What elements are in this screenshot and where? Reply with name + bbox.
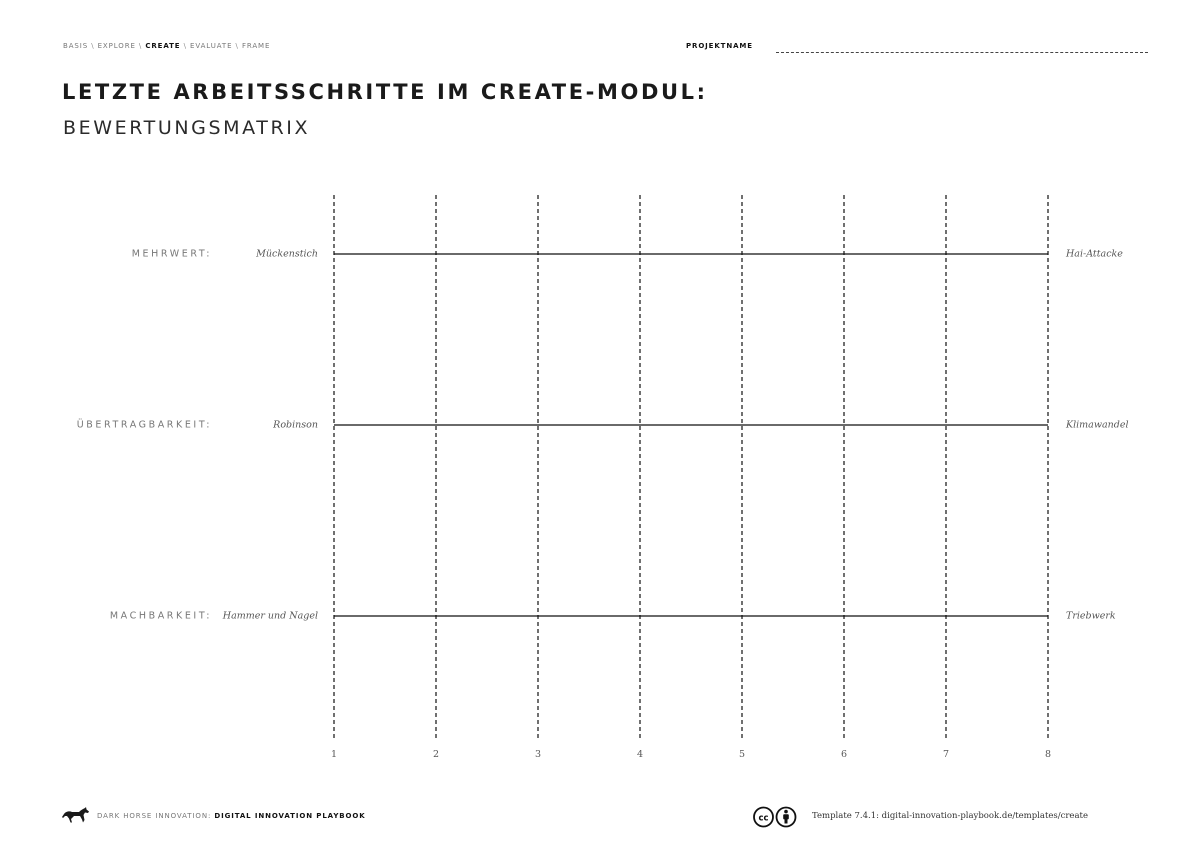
low-anchor-uebertragbarkeit: Robinson (273, 419, 318, 431)
scale-tick-label-2: 2 (432, 749, 440, 760)
breadcrumb-item-frame[interactable]: FRAME (241, 42, 271, 50)
breadcrumb-item-create[interactable]: CREATE (145, 42, 181, 50)
low-anchor-machbarkeit: Hammer und Nagel (222, 610, 318, 622)
criteria-lines (334, 254, 1048, 616)
footer-brand-strong: DIGITAL INNOVATION PLAYBOOK (214, 812, 366, 820)
scale-tick-label-8: 8 (1044, 749, 1052, 760)
scale-tick-label-5: 5 (738, 749, 746, 760)
template-reference: Template 7.4.1: digital-innovation-playbook.de/templates/create (812, 811, 1088, 821)
low-anchor-mehrwert: Mückenstich (256, 248, 318, 260)
breadcrumb-separator: \ (183, 42, 187, 50)
scale-tick-label-6: 6 (840, 749, 848, 760)
high-anchor-machbarkeit: Triebwerk (1066, 610, 1116, 622)
breadcrumb-item-evaluate[interactable]: EVALUATE (190, 42, 233, 50)
project-name-label: PROJEKTNAME (686, 42, 753, 50)
breadcrumb-separator: \ (138, 42, 143, 50)
creative-commons-icon (754, 808, 773, 827)
scale-tick-label-1: 1 (330, 749, 338, 760)
scale-tick-label-4: 4 (636, 749, 644, 760)
criterion-label-uebertragbarkeit: ÜBERTRAGBARKEIT: (76, 419, 212, 431)
page-subtitle: BEWERTUNGSMATRIX (63, 117, 311, 139)
criterion-label-machbarkeit: MACHBARKEIT: (109, 610, 212, 622)
page-title: LETZTE ARBEITSSCHRITTE IM CREATE-MODUL: (62, 80, 708, 104)
svg-text:cc: cc (758, 813, 769, 824)
breadcrumb-separator: \ (91, 42, 95, 50)
license-icons (753, 806, 805, 828)
scale-tick-label-3: 3 (534, 749, 542, 760)
criterion-label-mehrwert: MEHRWERT: (131, 248, 212, 260)
high-anchor-uebertragbarkeit: Klimawandel (1066, 419, 1129, 431)
breadcrumb-item-basis[interactable]: BASIS (63, 42, 89, 50)
footer-brand (97, 812, 366, 820)
dark-horse-logo-icon (62, 807, 90, 823)
high-anchor-mehrwert: Hai-Attacke (1066, 248, 1123, 260)
breadcrumb-separator: \ (235, 42, 239, 50)
scale-tick-labels (331, 749, 1051, 760)
breadcrumb-item-explore[interactable]: EXPLORE (97, 42, 136, 50)
scale-tick-label-7: 7 (942, 749, 950, 760)
attribution-icon (777, 808, 796, 827)
scale-gridlines (334, 195, 1048, 738)
footer-brand-text: DARK HORSE INNOVATION: (97, 812, 212, 820)
